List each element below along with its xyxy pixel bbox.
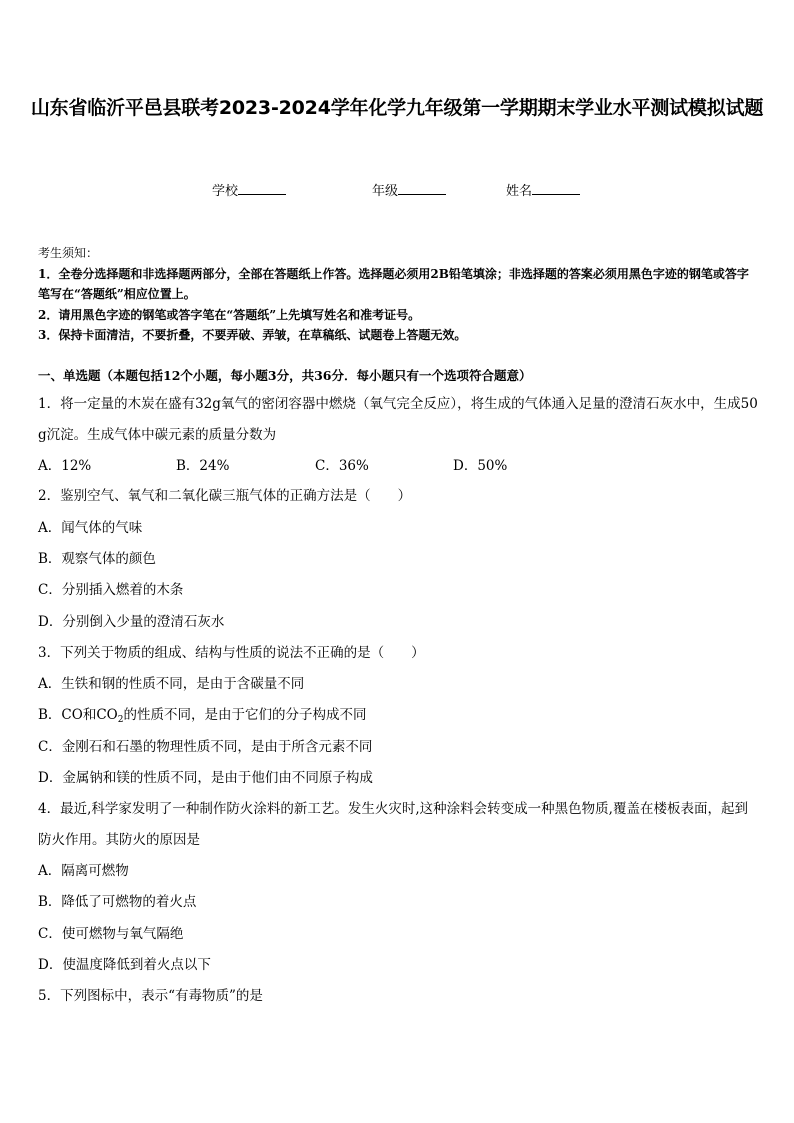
question-5-stem: 5．下列图标中，表示“有毒物质”的是 [38,988,263,1004]
q1-option-a[interactable]: A．12% [38,458,92,474]
q2-option-c[interactable]: C．分别插入燃着的木条 [38,582,184,598]
notice-rule-1: 1．全卷分选择题和非选择题两部分，全部在答题纸上作答。选择题必须用2B铅笔填涂；非选择题的答案必须用黑色字迹的钢笔或答字笔写在“答题纸”相应位置上。 [38,266,749,301]
q3-option-a[interactable]: A．生铁和钢的性质不同，是由于含碳量不同 [38,676,305,692]
q3-option-b-head: B．CO和CO [38,707,118,723]
exam-title: 山东省临沂平邑县联考2023-2024学年化学九年级第一学期期末学业水平测试模拟试题 [30,97,764,119]
q1-option-c[interactable]: C．36% [315,458,369,474]
question-2-stem: 2．鉴别空气、氧气和二氧化碳三瓶气体的正确方法是（ ） [38,488,412,504]
name-field[interactable] [506,180,580,199]
q2-option-a[interactable]: A．闻气体的气味 [38,520,143,536]
q4-option-d[interactable]: D．使温度降低到着火点以下 [38,957,211,973]
grade-field[interactable] [372,180,446,199]
q2-option-d[interactable]: D．分别倒入少量的澄清石灰水 [38,614,225,630]
name-label: 姓名 [506,184,533,199]
notice-heading: 考生须知： [38,246,99,260]
section-heading: 一、单选题（本题包括12个小题，每小题3分，共36分．每小题只有一个选项符合题意） [38,368,532,383]
notice-rule-2: 2．请用黑色字迹的钢笔或答字笔在“答题纸”上先填写姓名和准考证号。 [38,307,421,322]
q2-option-b[interactable]: B．观察气体的颜色 [38,551,156,567]
q3-option-b-subscript: 2 [117,715,124,725]
notice-rule-3: 3．保持卡面清洁，不要折叠，不要弄破、弄皱，在草稿纸、试题卷上答题无效。 [38,328,467,342]
student-info-row [0,180,794,200]
question-3-stem: 3．下列关于物质的组成、结构与性质的说法不正确的是（ ） [38,645,425,661]
name-blank[interactable] [532,181,580,195]
school-blank[interactable] [238,181,286,195]
question-1-options [38,456,760,476]
question-1-stem: 1．将一定量的木炭在盛有32g氧气的密闭容器中燃烧（氧气完全反应），将生成的气体通入足量的澄清石灰水中，生成50 g沉淀。生成气体中碳元素的质量分数为 [38,396,758,443]
school-label: 学校 [212,184,239,199]
q1-option-d[interactable]: D．50% [453,458,508,474]
q4-option-c[interactable]: C．使可燃物与氧气隔绝 [38,926,184,942]
candidate-notice [38,243,758,346]
grade-blank[interactable] [398,181,446,195]
school-field[interactable] [212,180,286,199]
grade-label: 年级 [372,184,399,199]
q4-option-b[interactable]: B．降低了可燃物的着火点 [38,894,197,910]
q1-option-b[interactable]: B．24% [176,458,230,474]
q4-option-a[interactable]: A．隔离可燃物 [38,863,129,879]
q3-option-b[interactable] [38,705,760,730]
question-4-stem: 4．最近,科学家发明了一种制作防火涂料的新工艺。发生火灾时,这种涂料会转变成一种黑色物质,覆盖在楼板表面，起到防火作用。其防火的原因是 [38,801,748,848]
q3-option-b-tail: 的性质不同，是由于它们的分子构成不同 [123,707,367,723]
q3-option-d[interactable]: D．金属钠和镁的性质不同，是由于他们由不同原子构成 [38,770,373,786]
q3-option-c[interactable]: C．金刚石和石墨的物理性质不同，是由于所含元素不同 [38,739,373,755]
